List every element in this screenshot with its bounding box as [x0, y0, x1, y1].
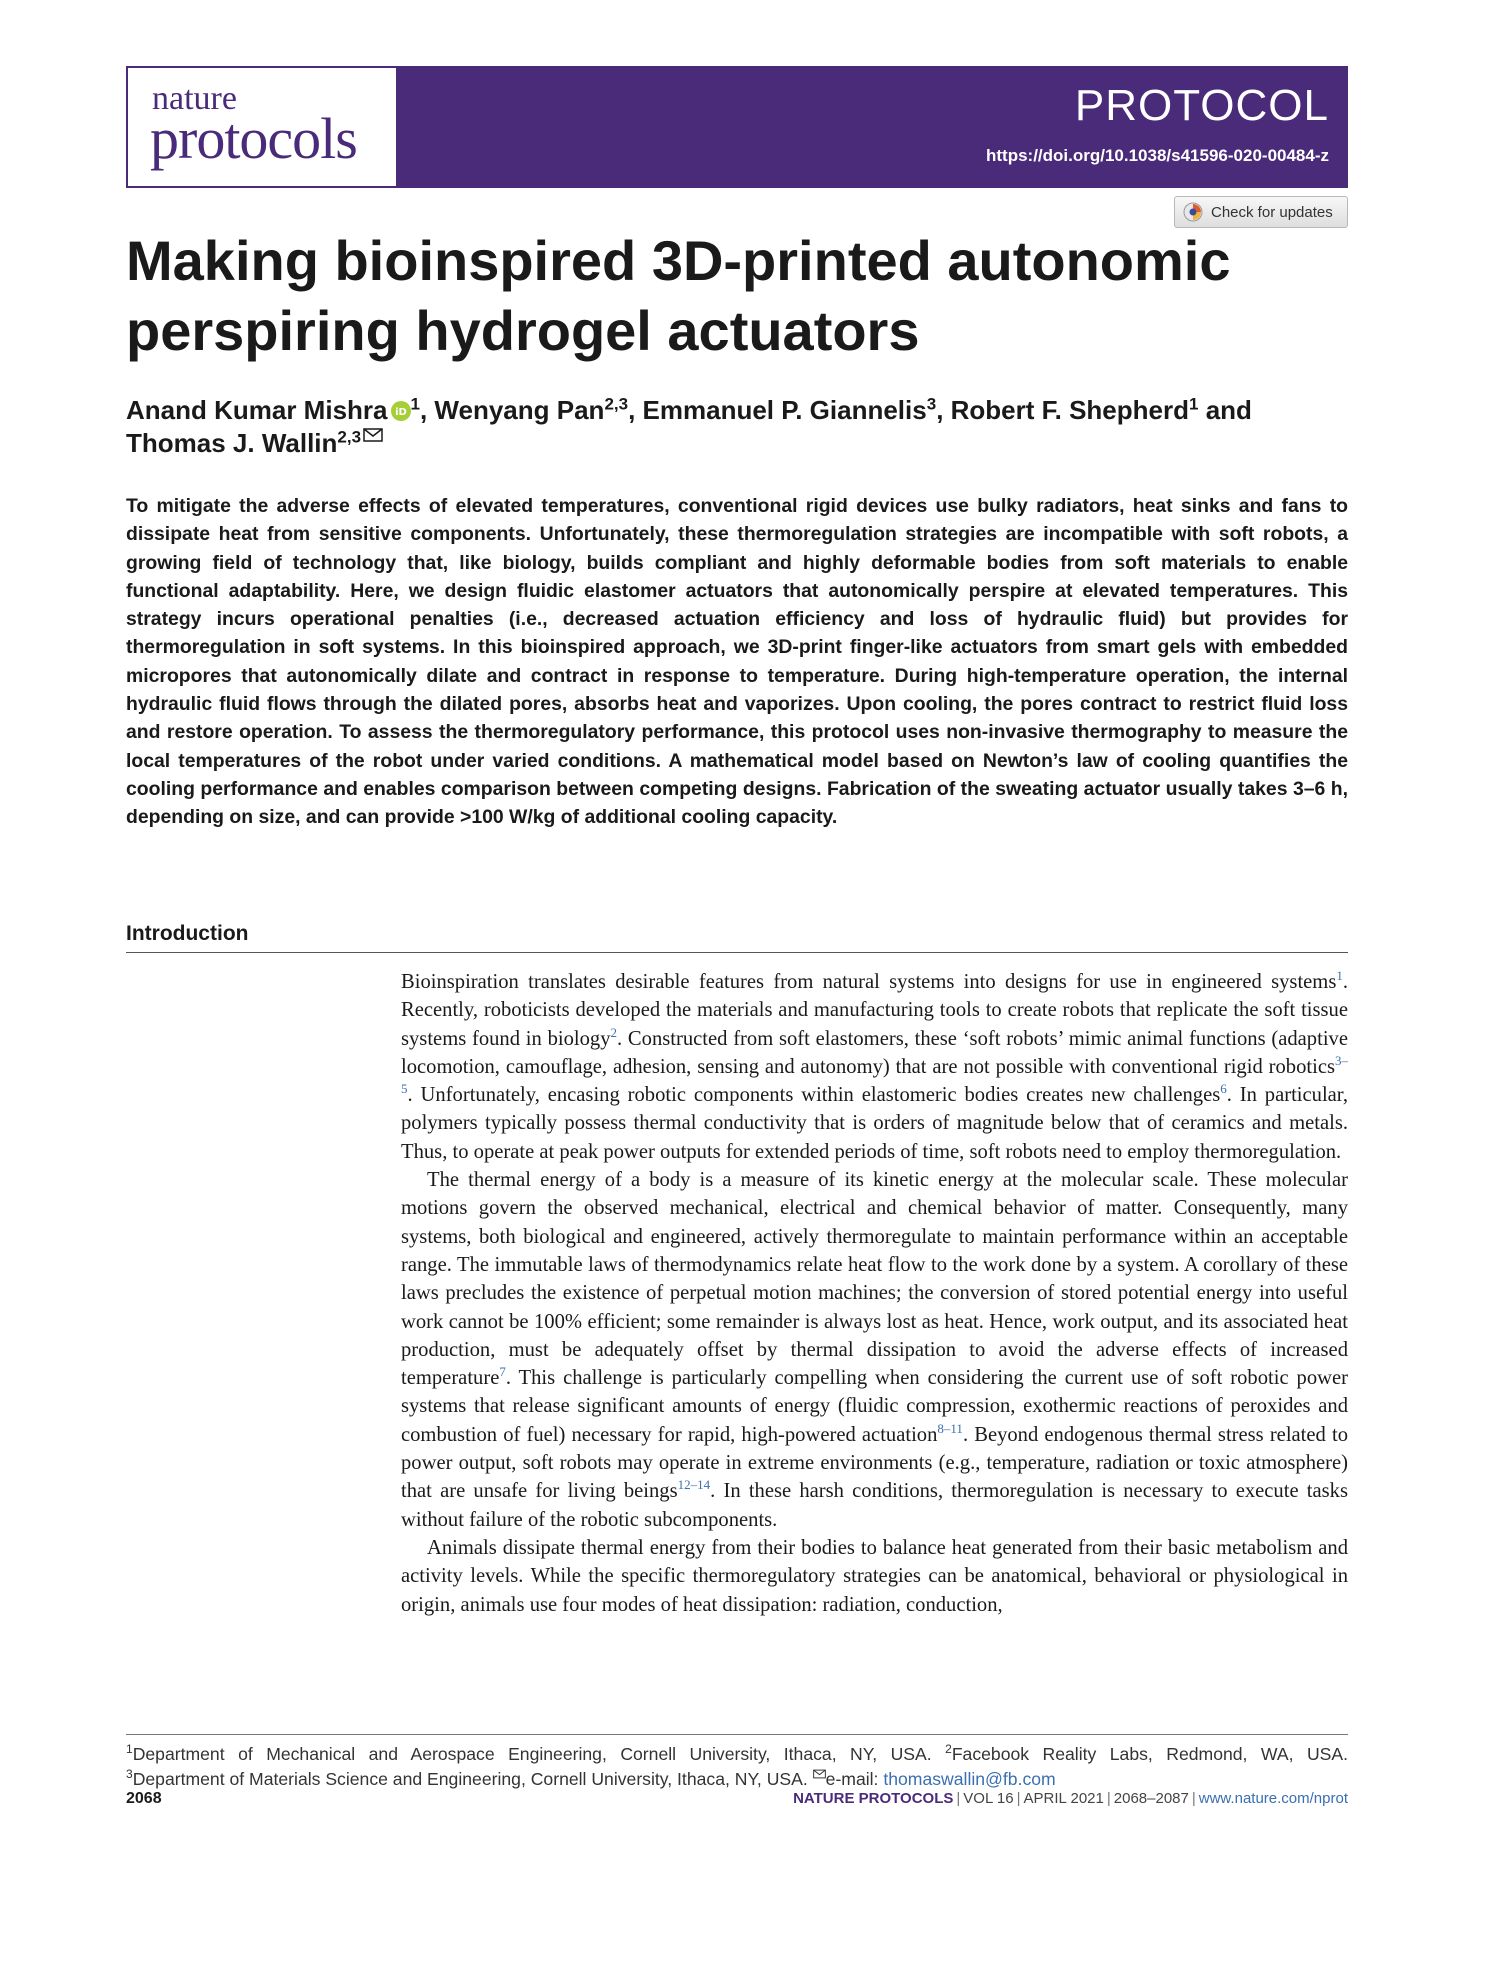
- body-text-run: . In particular, polymers typically possess thermal conductivity that is orders of magnitude below that of ceramics and metals. Thus, to operate at peak power outputs for extended periods of time, soft robots need to employ thermoregulation.: [401, 1084, 1348, 1163]
- logo-text-nature: nature: [152, 80, 237, 117]
- section-divider: [126, 952, 1348, 953]
- footer-date: APRIL 2021: [1023, 1790, 1104, 1807]
- affil-2-marker: 2: [945, 1742, 952, 1757]
- abstract: To mitigate the adverse effects of elevated temperatures, conventional rigid devices use bulky radiators, heat sinks and fans to dissipate heat from sensitive components. Unfortunately, these thermoregulation strategies are incompatible with soft robots, a growing field of technology that, like biology, builds compliant and highly deformable bodies from soft materials to enable functional adaptability. Here, we design fluidic elastomer actuators that autonomically perspire at elevated temperatures. This strategy incurs operational penalties (i.e., decreased actuation efficiency and loss of hydraulic fluid) but provides for thermoregulation in soft systems. In this bioinspired approach, we 3D-print finger-like actuators from smart gels with embedded micropores that autonomically dilate and contract in response to temperature. During high-temperature operation, the internal hydraulic fluid flows through the dilated pores, absorbs heat and vaporizes. Upon cooling, the pores contract to restrict fluid loss and restore operation. To assess the thermoregulatory performance, this protocol uses non-invasive thermography to measure the local temperatures of the robot under varied conditions. A mathematical model based on Newton’s law of cooling quantifies the cooling performance and enables comparison between competing designs. Fabrication of the sweating actuator usually takes 3–6 h, depending on size, and can provide >100 W/kg of additional cooling capacity.: [126, 495, 1348, 829]
- footer-pages: 2068–2087: [1113, 1790, 1189, 1807]
- author-separator: ,: [936, 395, 951, 425]
- email-label: e-mail:: [825, 1769, 884, 1789]
- mail-icon: [813, 1769, 826, 1779]
- author-list: [126, 394, 1348, 460]
- introduction-body: [401, 968, 1348, 1619]
- affil-2-text: Facebook Reality Labs, Redmond, WA, USA.: [951, 1744, 1349, 1764]
- footer-volume: VOL 16: [963, 1790, 1014, 1807]
- body-paragraph: [401, 1534, 1348, 1619]
- article-title: Making bioinspired 3D-printed autonomic perspiring hydrogel actuators: [126, 229, 1231, 362]
- author-name[interactable]: Emmanuel P. Giannelis: [642, 395, 927, 425]
- reference-link[interactable]: 12–14: [677, 1477, 711, 1493]
- footnote-divider: [126, 1734, 1348, 1735]
- affiliation-marker[interactable]: 2,3: [604, 394, 629, 414]
- article-type-label: PROTOCOL: [1074, 81, 1329, 130]
- section-heading-introduction: Introduction: [126, 922, 249, 945]
- body-text-run: . Beyond endogenous thermal stress related to power output, soft robots may operate in extreme environments (e.g., temperature, radiation or toxic atmosphere) that are unsafe for living beings: [401, 1423, 1348, 1503]
- footnote-line-1: [126, 1742, 1348, 1767]
- affiliation-footnotes: [126, 1742, 1348, 1792]
- body-text-run: . This challenge is particularly compelling when considering the current use of soft robotic power systems that release significant amounts of energy (fluidic compression, exothermic reactions of peroxides and combustion of fuel) necessary for rapid, high-powered actuation: [401, 1367, 1348, 1446]
- body-text-run: . In these harsh conditions, thermoregulation is necessary to execute tasks without failure of the robotic subcomponents.: [401, 1480, 1348, 1531]
- reference-link[interactable]: 6: [1220, 1081, 1227, 1097]
- footer-journal-name: NATURE PROTOCOLS: [793, 1790, 954, 1807]
- footnote-line-2: [126, 1767, 1348, 1792]
- reference-link[interactable]: 1: [1336, 968, 1343, 984]
- corresponding-author-mail-icon[interactable]: [363, 428, 383, 442]
- page-number: 2068: [126, 1790, 162, 1807]
- email-link[interactable]: thomaswallin@fb.com: [883, 1769, 1056, 1789]
- body-text-run: Bioinspiration translates desirable features from natural systems into designs for use in engineered systems: [401, 971, 1337, 993]
- reference-link[interactable]: 7: [499, 1364, 506, 1380]
- author-name[interactable]: Robert F. Shepherd: [950, 395, 1189, 425]
- footer-separator: |: [1191, 1790, 1196, 1807]
- author-separator: ,: [628, 395, 643, 425]
- author-separator: ,: [419, 395, 435, 425]
- affiliation-marker[interactable]: 1: [410, 394, 420, 414]
- affil-3-text: Department of Materials Science and Engineering, Cornell University, Ithaca, NY, USA.: [132, 1769, 808, 1789]
- body-text-run: . Recently, roboticists developed the materials and manufacturing tools to create robots that replicate the soft tissue systems found in biology: [401, 971, 1348, 1050]
- reference-link[interactable]: 2: [610, 1024, 617, 1040]
- author-separator: and: [1198, 395, 1252, 425]
- affiliation-marker[interactable]: 3: [926, 394, 937, 414]
- footer-separator: |: [1106, 1790, 1111, 1807]
- logo-text-protocols: protocols: [150, 106, 357, 171]
- reference-link[interactable]: 8–11: [937, 1420, 963, 1436]
- affil-1-marker: 1: [126, 1742, 133, 1757]
- check-for-updates-label: Check for updates: [1211, 203, 1333, 221]
- footer-separator: |: [956, 1790, 961, 1807]
- affiliation-marker[interactable]: 1: [1189, 394, 1199, 414]
- reference-link[interactable]: 3–5: [401, 1053, 1348, 1097]
- footer-separator: |: [1016, 1790, 1021, 1807]
- body-paragraph: [401, 968, 1348, 1166]
- author-name[interactable]: Thomas J. Wallin: [126, 428, 338, 458]
- check-for-updates-button[interactable]: [1174, 196, 1348, 228]
- body-text-run: Animals dissipate thermal energy from their bodies to balance heat generated from their basic metabolism and activity levels. While the specific thermoregulatory strategies can be anatomical, behavioral or physiological in origin, animals use four modes of heat dissipation: radiation, conduction,: [401, 1536, 1348, 1616]
- author-name[interactable]: Wenyang Pan: [434, 395, 605, 425]
- body-text-run: The thermal energy of a body is a measure of its kinetic energy at the molecular scale. These molecular motions govern the observed mechanical, electrical and chemical behavior of matter. Consequently, many systems, both biological and engineered, actively thermoregulate to maintain performance within an acceptable range. The immutable laws of thermodynamics relate heat flow to the work done by a system. A corollary of these laws precludes the existence of perpetual motion machines; the conversion of stored potential energy into useful work cannot be 100% efficient; some remainder is always lost as heat. Hence, work output, and its associated heat production, must be adequately offset by thermal dissipation to avoid the adverse effects of increased temperature: [401, 1169, 1348, 1390]
- body-text-run: . Constructed from soft elastomers, these ‘soft robots’ mimic animal functions (adaptive locomotion, camouflage, adhesion, sensing and autonomy) that are not possible with conventional rigid robotics: [401, 1027, 1348, 1078]
- author-name[interactable]: Anand Kumar Mishra: [126, 395, 388, 425]
- body-paragraph: [401, 1166, 1348, 1534]
- svg-text:iD: iD: [394, 407, 407, 418]
- footer-journal-url[interactable]: www.nature.com/nprot: [1198, 1790, 1348, 1807]
- check-updates-icon: [1183, 202, 1203, 222]
- affiliation-marker[interactable]: 2,3: [337, 427, 362, 447]
- orcid-icon[interactable]: [391, 401, 411, 421]
- doi-link[interactable]: https://doi.org/10.1038/s41596-020-00484-z: [986, 146, 1329, 165]
- body-text-run: . Unfortunately, encasing robotic components within elastomeric bodies creates new challenges: [407, 1084, 1221, 1107]
- affil-3-marker: 3: [126, 1767, 133, 1782]
- journal-footer: [793, 1790, 1348, 1807]
- affil-1-text: Department of Mechanical and Aerospace Engineering, Cornell University, Ithaca, NY, USA.: [132, 1744, 932, 1764]
